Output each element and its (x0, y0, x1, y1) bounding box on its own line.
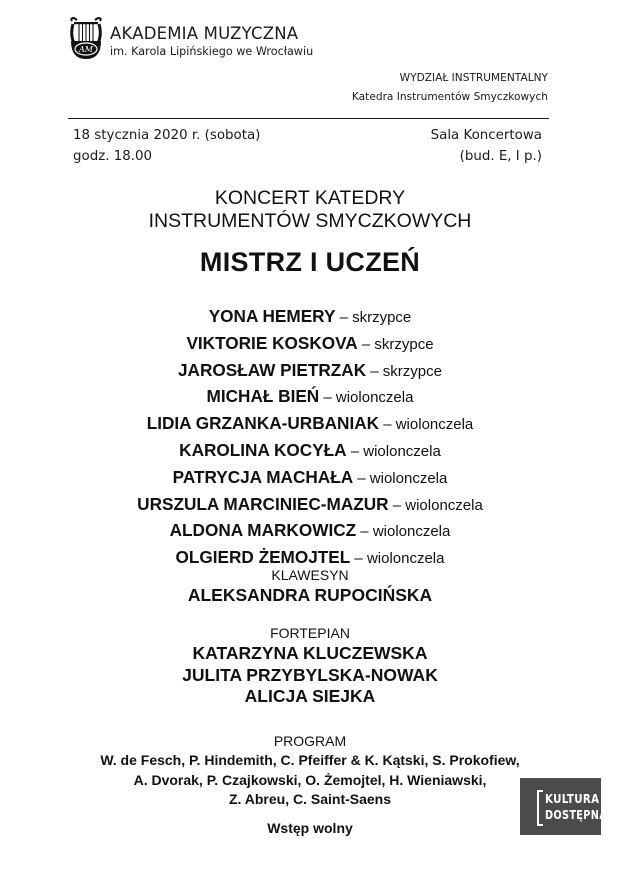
header-divider (68, 118, 549, 119)
performer-item (0, 518, 620, 545)
program-label: PROGRAM (273, 733, 347, 749)
svg-text:AM: AM (79, 45, 93, 54)
performer-item (0, 358, 620, 385)
performer-item (0, 492, 620, 519)
faculty-name: WYDZIAŁ INSTRUMENTALNY (399, 72, 548, 84)
admission-note: Wstęp wolny (267, 820, 353, 836)
performer-name: ALDONA MARKOWICZ (169, 520, 357, 541)
program-line: W. de Fesch, P. Hindemith, C. Pfeiffer & K. Kątski, S. Prokofiew, (100, 752, 520, 768)
piano-performer: ALICJA SIEJKA (244, 686, 376, 706)
concert-heading-line1: KONCERT KATEDRY (214, 187, 406, 209)
badge-line2: DOSTĘPNA (545, 807, 608, 822)
performer-item (0, 438, 620, 465)
performer-instrument: – skrzypce (366, 362, 442, 380)
harpsichord-label: KLAWESYN (271, 567, 349, 583)
badge-line1: KULTURA (545, 791, 600, 806)
performer-instrument: – skrzypce (335, 309, 412, 326)
kultura-dostepna-badge (520, 778, 608, 835)
performer-name: KAROLINA KOCYŁA (179, 439, 347, 460)
event-time: godz. 18.00 (73, 149, 153, 164)
performer-name: OLGIERD ŻEMOJTEL (175, 547, 351, 568)
performer-name: YONA HEMERY (208, 306, 336, 326)
performer-instrument: – wiolonczela (353, 469, 448, 487)
performer-instrument: – wiolonczela (388, 496, 483, 514)
performer-item (0, 465, 620, 492)
piano-performer: JULITA PRZYBYLSKA-NOWAK (182, 664, 438, 685)
performer-list (0, 304, 620, 572)
piano-performer: KATARZYNA KLUCZEWSKA (192, 643, 428, 663)
event-date: 18 stycznia 2020 r. (sobota) (73, 128, 261, 143)
performer-name: VIKTORIE KOSKOVA (186, 332, 358, 353)
lyre-icon (68, 17, 104, 61)
department-name: Katedra Instrumentów Smyczkowych (351, 91, 548, 103)
concert-title: MISTRZ I UCZEŃ (199, 247, 421, 277)
performer-item (0, 411, 620, 438)
institution-name: AKADEMIA MUZYCZNA (110, 24, 299, 43)
harpsichord-names (0, 585, 620, 607)
piano-names (0, 643, 620, 708)
program-line: Z. Abreu, C. Saint-Saens (228, 791, 392, 807)
concert-heading-line2: INSTRUMENTÓW SMYCZKOWYCH (148, 210, 472, 232)
performer-name: MICHAŁ BIEŃ (206, 386, 320, 407)
performer-instrument: – wiolonczela (379, 416, 474, 434)
performer-name: URSZULA MARCINIEC-MAZUR (137, 493, 389, 514)
event-venue: Sala Koncertowa (430, 128, 542, 143)
performer-item (0, 384, 620, 411)
performer-instrument: – skrzypce (357, 335, 434, 353)
bracket-icon (537, 790, 543, 826)
performer-name: PATRYCJA MACHAŁA (172, 466, 354, 487)
performer-instrument: – wiolonczela (319, 389, 414, 407)
performer-name: JAROSŁAW PIETRZAK (178, 359, 367, 380)
institution-subtitle: im. Karola Lipińskiego we Wrocławiu (110, 45, 314, 58)
performer-instrument: – wiolonczela (346, 442, 441, 460)
piano-label: FORTEPIAN (270, 625, 350, 641)
event-building: (bud. E, I p.) (459, 149, 542, 164)
performer-item (0, 331, 620, 358)
program-line: A. Dvorak, P. Czajkowski, O. Żemojtel, H. Wieniawski, (133, 771, 487, 788)
performer-item (0, 304, 620, 331)
performer-name: LIDIA GRZANKA-URBANIAK (146, 413, 380, 434)
performer-instrument: – wiolonczela (356, 523, 451, 541)
harpsichord-performer: ALEKSANDRA RUPOCIŃSKA (187, 585, 433, 605)
performer-instrument: – wiolonczela (350, 550, 445, 568)
